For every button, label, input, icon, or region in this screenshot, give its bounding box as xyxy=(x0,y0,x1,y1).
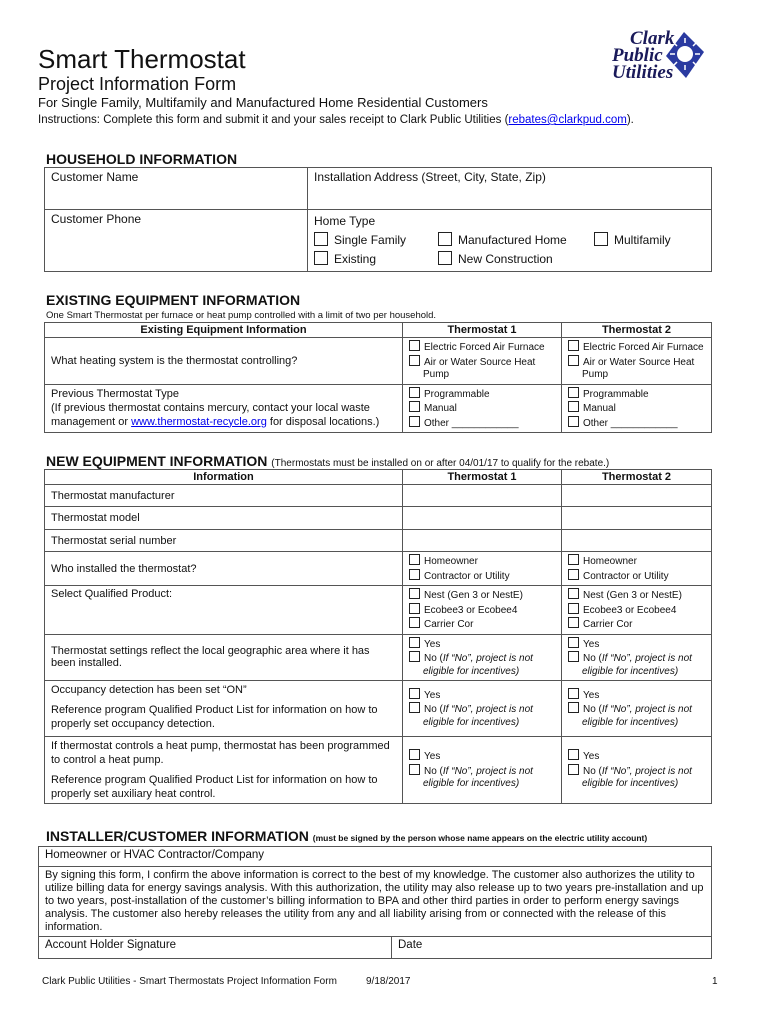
previous-type-label: Previous Thermostat Type xyxy=(51,387,179,400)
settings-no-t2[interactable] xyxy=(568,651,705,666)
no-label: No ( xyxy=(424,653,443,664)
single-family-label: Single Family xyxy=(334,233,407,247)
programmable-option-t1[interactable] xyxy=(409,387,555,402)
programmable-checkbox-t1[interactable] xyxy=(409,387,420,398)
page-title: Smart Thermostat xyxy=(38,44,246,74)
installer-table xyxy=(38,846,712,959)
col-thermostat-2: Thermostat 2 xyxy=(562,323,712,338)
existing-checkbox[interactable] xyxy=(314,251,328,265)
homeowner-contractor-field[interactable] xyxy=(39,847,712,867)
yes-label: Yes xyxy=(583,689,600,701)
occupancy-yes-checkbox-t2[interactable] xyxy=(568,688,579,699)
new-construction-option[interactable] xyxy=(438,250,553,269)
other-option-t2[interactable] xyxy=(568,416,705,431)
furnace-option-t1[interactable] xyxy=(409,340,555,355)
manual-label: Manual xyxy=(424,403,457,414)
manufactured-home-option[interactable] xyxy=(438,231,567,250)
no-note: If “No”, project is not xyxy=(601,765,692,777)
homeowner-checkbox-t1[interactable] xyxy=(409,554,420,565)
homeowner-contractor-label: Homeowner or HVAC Contractor/Company xyxy=(45,849,265,861)
instructions-end: ). xyxy=(626,114,634,126)
settings-no-checkbox-t1[interactable] xyxy=(409,651,420,662)
settings-question: Thermostat settings reflect the local geographic area where it has been installed. xyxy=(45,634,403,681)
logo-clark: Clark xyxy=(630,28,675,49)
furnace-option-t2[interactable] xyxy=(568,340,705,355)
multifamily-option[interactable] xyxy=(594,231,671,250)
carrier-checkbox-t2[interactable] xyxy=(568,617,579,628)
heatpump-label-cont: Pump xyxy=(582,369,609,380)
model-label: Thermostat model xyxy=(45,507,403,530)
new-equipment-title: NEW EQUIPMENT INFORMATION xyxy=(46,453,268,469)
occupancy-no-checkbox-t1[interactable] xyxy=(409,702,420,713)
new-equipment-table xyxy=(44,469,712,804)
no-note-cont: eligible for incentives) xyxy=(423,778,520,790)
existing-option[interactable] xyxy=(314,250,376,269)
new-construction-label: New Construction xyxy=(458,252,553,266)
no-label: No ( xyxy=(424,765,443,777)
occupancy-t1 xyxy=(403,681,562,737)
no-label: No ( xyxy=(424,704,443,716)
heatpump-no-t2[interactable] xyxy=(568,764,705,779)
manual-checkbox-t2[interactable] xyxy=(568,401,579,412)
no-note: If “No”, project is not xyxy=(601,704,692,716)
existing-label: Existing xyxy=(334,252,377,266)
rebates-email-link[interactable]: rebates@clarkpud.com xyxy=(508,114,627,126)
heating-system-question: What heating system is the thermostat controlling? xyxy=(45,338,403,385)
homeowner-option-t1[interactable] xyxy=(409,554,555,569)
nest-option-t2[interactable] xyxy=(568,588,705,603)
serial-t2-input[interactable] xyxy=(562,530,712,552)
heatpump-t1 xyxy=(403,737,562,804)
mercury-note: (If previous thermostat contains mercury, contact your local waste management or xyxy=(51,401,370,428)
occupancy-no-checkbox-t2[interactable] xyxy=(568,702,579,713)
household-heading: HOUSEHOLD INFORMATION xyxy=(46,151,238,167)
homeowner-checkbox-t2[interactable] xyxy=(568,554,579,565)
home-type-cell xyxy=(308,210,712,272)
col-thermostat-2: Thermostat 2 xyxy=(562,470,712,485)
logo-utilities: Utilities xyxy=(612,62,674,83)
heatpump-option-t1[interactable] xyxy=(409,355,555,370)
yes-label: Yes xyxy=(583,751,600,763)
nest-checkbox-t2[interactable] xyxy=(568,588,579,599)
no-label: No ( xyxy=(583,765,602,777)
heatpump-t2 xyxy=(562,737,712,804)
heatpump-label: Air or Water Source Heat xyxy=(583,356,695,368)
ecobee-label: Ecobee3 or Ecobee4 xyxy=(583,604,677,616)
programmable-option-t2[interactable] xyxy=(568,387,705,402)
serial-t1-input[interactable] xyxy=(403,530,562,552)
carrier-option-t2[interactable] xyxy=(568,617,705,632)
nest-label: Nest (Gen 3 or NestE) xyxy=(583,590,682,601)
heatpump-yes-checkbox-t1[interactable] xyxy=(409,749,420,760)
single-family-checkbox[interactable] xyxy=(314,232,328,246)
settings-yes-t1[interactable] xyxy=(409,637,555,652)
furnace-label: Electric Forced Air Furnace xyxy=(424,342,545,353)
no-note: If “No”, project is not xyxy=(442,765,533,777)
yes-label: Yes xyxy=(424,751,441,763)
date-label: Date xyxy=(398,939,423,951)
recycle-link[interactable]: www.thermostat-recycle.org xyxy=(131,415,267,428)
model-t2-input[interactable] xyxy=(562,507,712,530)
manual-option-t2[interactable] xyxy=(568,401,705,416)
installer-t2 xyxy=(562,552,712,586)
settings-yes-t2[interactable] xyxy=(568,637,705,652)
carrier-label: Carrier Cor xyxy=(583,619,633,630)
manufacturer-t2-input[interactable] xyxy=(562,485,712,507)
logo-public: Public xyxy=(612,45,663,66)
heatpump-yes-t2[interactable] xyxy=(568,749,705,764)
settings-yes-checkbox-t1[interactable] xyxy=(409,637,420,648)
new-equipment-heading xyxy=(46,453,609,469)
no-note-cont: eligible for incentives) xyxy=(582,716,679,728)
audience-line: For Single Family, Multifamily and Manufactured Home Residential Customers xyxy=(38,95,488,110)
occupancy-no-t1[interactable] xyxy=(409,702,555,717)
nest-checkbox-t1[interactable] xyxy=(409,588,420,599)
multifamily-label: Multifamily xyxy=(614,233,671,247)
occupancy-yes-t1[interactable] xyxy=(409,688,555,703)
carrier-label: Carrier Cor xyxy=(424,619,474,630)
heatpump-no-t1[interactable] xyxy=(409,764,555,779)
heatpump-line1: If thermostat controls a heat pump, thermostat has been programmed to control a heat pump. xyxy=(51,740,390,766)
furnace-checkbox-t2[interactable] xyxy=(568,340,579,351)
ecobee-option-t1[interactable] xyxy=(409,603,555,618)
manual-label: Manual xyxy=(583,403,616,414)
occupancy-no-t2[interactable] xyxy=(568,702,705,717)
programmable-label: Programmable xyxy=(424,388,490,400)
heating-system-t1 xyxy=(403,338,562,385)
settings-no-t1[interactable] xyxy=(409,651,555,666)
col-thermostat-1: Thermostat 1 xyxy=(403,323,562,338)
ecobee-checkbox-t2[interactable] xyxy=(568,603,579,614)
other-checkbox-t2[interactable] xyxy=(568,416,579,427)
nest-option-t1[interactable] xyxy=(409,588,555,603)
product-t2 xyxy=(562,586,712,635)
previous-type-t1 xyxy=(403,384,562,433)
home-type-label: Home Type xyxy=(314,214,376,228)
other-label: Other ____________ xyxy=(583,417,678,429)
occupancy-line1: Occupancy detection has been set “ON” xyxy=(51,684,247,696)
installer-heading xyxy=(46,828,647,844)
manufactured-home-checkbox[interactable] xyxy=(438,232,452,246)
ecobee-checkbox-t1[interactable] xyxy=(409,603,420,614)
contractor-label: Contractor or Utility xyxy=(424,570,510,582)
heatpump-checkbox-t2[interactable] xyxy=(568,355,579,366)
heatpump-question xyxy=(45,737,403,804)
no-note: If “No”, project is not xyxy=(601,653,692,664)
heatpump-yes-t1[interactable] xyxy=(409,749,555,764)
footer-title: Clark Public Utilities - Smart Thermostats Project Information Form xyxy=(42,976,337,987)
previous-type-t2 xyxy=(562,384,712,433)
settings-yes-checkbox-t2[interactable] xyxy=(568,637,579,648)
existing-equipment-table xyxy=(44,322,712,433)
installation-address-field[interactable] xyxy=(308,168,712,210)
col-existing-info: Existing Equipment Information xyxy=(45,323,403,338)
instructions-text: Instructions: Complete this form and submit it and your sales receipt to Clark Public Utilities ( xyxy=(38,114,509,126)
installation-address-label: Installation Address (Street, City, State, Zip) xyxy=(314,170,546,184)
programmable-label: Programmable xyxy=(583,388,649,400)
product-t1 xyxy=(403,586,562,635)
instructions xyxy=(38,114,634,126)
new-construction-checkbox[interactable] xyxy=(438,251,452,265)
contractor-checkbox-t2[interactable] xyxy=(568,569,579,580)
homeowner-label: Homeowner xyxy=(583,556,637,567)
footer-date: 9/18/2017 xyxy=(366,976,411,987)
no-note: If “No”, project is not xyxy=(442,653,533,664)
occupancy-yes-t2[interactable] xyxy=(568,688,705,703)
carrier-option-t1[interactable] xyxy=(409,617,555,632)
heatpump-option-t2[interactable] xyxy=(568,355,705,370)
occupancy-t2 xyxy=(562,681,712,737)
ecobee-option-t2[interactable] xyxy=(568,603,705,618)
page-subtitle: Project Information Form xyxy=(38,74,237,94)
no-label: No ( xyxy=(583,704,602,716)
nest-label: Nest (Gen 3 or NestE) xyxy=(424,590,523,601)
homeowner-label: Homeowner xyxy=(424,556,478,567)
customer-name-field[interactable] xyxy=(45,168,308,210)
single-family-option[interactable] xyxy=(314,231,406,250)
existing-note: One Smart Thermostat per furnace or heat pump controlled with a limit of two per household. xyxy=(46,310,437,321)
heatpump-no-checkbox-t1[interactable] xyxy=(409,764,420,775)
col-thermostat-1: Thermostat 1 xyxy=(403,470,562,485)
no-note-cont: eligible for incentives) xyxy=(423,716,520,728)
settings-no-checkbox-t2[interactable] xyxy=(568,651,579,662)
signature-field[interactable] xyxy=(39,937,392,959)
furnace-checkbox-t1[interactable] xyxy=(409,340,420,351)
programmable-checkbox-t2[interactable] xyxy=(568,387,579,398)
col-information: Information xyxy=(45,470,403,485)
other-label: Other ____________ xyxy=(424,417,519,429)
yes-label: Yes xyxy=(424,638,441,650)
furnace-label: Electric Forced Air Furnace xyxy=(583,342,704,353)
heatpump-yes-checkbox-t2[interactable] xyxy=(568,749,579,760)
contractor-checkbox-t1[interactable] xyxy=(409,569,420,580)
heatpump-label-cont: Pump xyxy=(423,369,450,380)
occupancy-yes-checkbox-t1[interactable] xyxy=(409,688,420,699)
clark-public-utilities-logo xyxy=(600,26,710,88)
heatpump-label: Air or Water Source Heat xyxy=(424,356,536,368)
page-number: 1 xyxy=(712,976,718,987)
consent-text: By signing this form, I confirm the above information is correct to the best of my knowledge. The customer also authorizes the utility to utilize billing data for energy savings analysis. With this authorization, the utility may also release up to two years pre-installation and up to two years, post-installation of the customer’s billing information to BPA and other third parties in order to perform energy savings analysis. The customer also hereby releases the utility from any and all liability arising from or connected with the release of this information. xyxy=(39,867,712,937)
no-note-cont: eligible for incentives) xyxy=(582,665,679,677)
manufacturer-t1-input[interactable] xyxy=(403,485,562,507)
other-option-t1[interactable] xyxy=(409,416,555,431)
heating-system-t2 xyxy=(562,338,712,385)
model-t1-input[interactable] xyxy=(403,507,562,530)
yes-label: Yes xyxy=(424,689,441,701)
other-checkbox-t1[interactable] xyxy=(409,416,420,427)
signature-label: Account Holder Signature xyxy=(45,939,177,951)
settings-t2 xyxy=(562,634,712,681)
customer-name-label: Customer Name xyxy=(51,170,139,184)
date-field[interactable] xyxy=(392,937,712,959)
heatpump-checkbox-t1[interactable] xyxy=(409,355,420,366)
contractor-label: Contractor or Utility xyxy=(583,570,669,582)
carrier-checkbox-t1[interactable] xyxy=(409,617,420,628)
heatpump-line2: Reference program Qualified Product List for information on how to properly set auxiliary heat control. xyxy=(51,774,378,800)
multifamily-checkbox[interactable] xyxy=(594,232,608,246)
occupancy-line2: Reference program Qualified Product List for information on how to properly set occupancy detection. xyxy=(51,704,378,730)
installer-note: (must be signed by the person whose name appears on the electric utility account) xyxy=(312,833,648,843)
ecobee-label: Ecobee3 or Ecobee4 xyxy=(424,604,518,616)
contractor-option-t1[interactable] xyxy=(409,569,555,584)
occupancy-question xyxy=(45,681,403,737)
installer-t1 xyxy=(403,552,562,586)
no-note-cont: eligible for incentives) xyxy=(423,665,520,677)
contractor-option-t2[interactable] xyxy=(568,569,705,584)
installer-title: INSTALLER/CUSTOMER INFORMATION xyxy=(46,828,309,844)
no-label: No ( xyxy=(583,653,602,664)
manufactured-home-label: Manufactured Home xyxy=(458,233,567,247)
customer-phone-field[interactable] xyxy=(45,210,308,272)
no-note: If “No”, project is not xyxy=(442,704,533,716)
customer-phone-label: Customer Phone xyxy=(51,212,142,226)
manual-checkbox-t1[interactable] xyxy=(409,401,420,412)
product-question: Select Qualified Product: xyxy=(45,586,403,635)
no-note-cont: eligible for incentives) xyxy=(582,778,679,790)
installer-question: Who installed the thermostat? xyxy=(45,552,403,586)
homeowner-option-t2[interactable] xyxy=(568,554,705,569)
previous-thermostat-question xyxy=(45,384,403,433)
manual-option-t1[interactable] xyxy=(409,401,555,416)
settings-t1 xyxy=(403,634,562,681)
existing-equipment-heading: EXISTING EQUIPMENT INFORMATION xyxy=(46,292,301,308)
household-table xyxy=(44,167,712,272)
new-equipment-note: (Thermostats must be installed on or after 04/01/17 to qualify for the rebate.) xyxy=(271,458,610,469)
yes-label: Yes xyxy=(583,638,600,650)
heatpump-no-checkbox-t2[interactable] xyxy=(568,764,579,775)
mercury-note-end: for disposal locations.) xyxy=(266,415,380,428)
serial-label: Thermostat serial number xyxy=(45,530,403,552)
manufacturer-label: Thermostat manufacturer xyxy=(45,485,403,507)
